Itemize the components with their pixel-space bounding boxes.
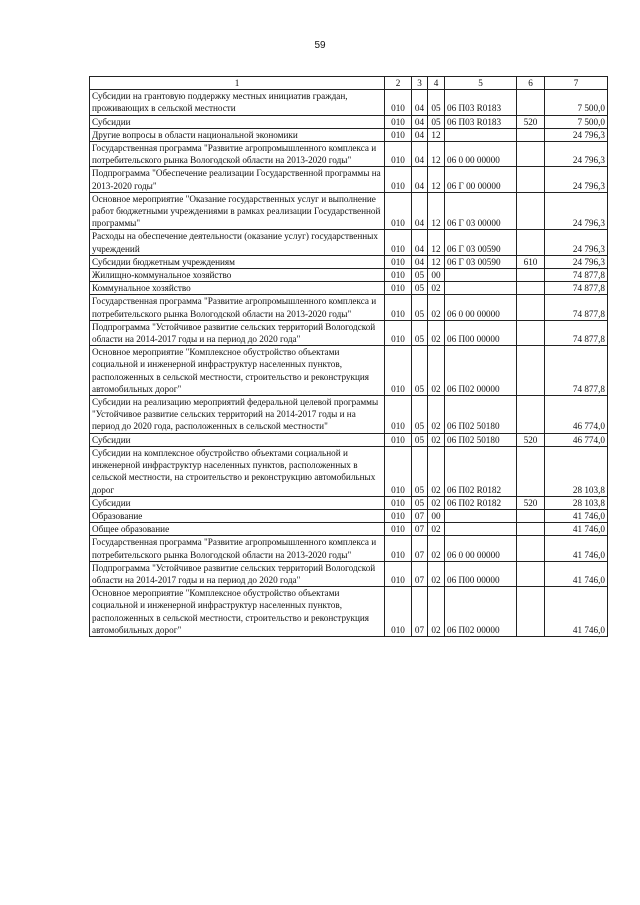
table-row [90, 128, 608, 141]
row-sum: 28 103,8 [545, 496, 608, 509]
row-subsection: 02 [428, 396, 445, 434]
row-section: 05 [412, 295, 428, 320]
header-cell-7: 7 [545, 77, 608, 90]
table-row [90, 561, 608, 586]
row-sum: 24 796,3 [545, 142, 608, 167]
table-row [90, 396, 608, 434]
row-target-article: 06 П00 00000 [445, 561, 517, 586]
row-expense-type [517, 523, 545, 536]
row-grbs: 010 [385, 561, 412, 586]
row-section: 07 [412, 561, 428, 586]
row-section: 04 [412, 167, 428, 192]
row-grbs: 010 [385, 433, 412, 446]
row-section: 04 [412, 192, 428, 230]
row-name: Жилищно-коммунальное хозяйство [90, 269, 385, 282]
row-section: 05 [412, 433, 428, 446]
row-subsection: 02 [428, 536, 445, 561]
row-subsection: 02 [428, 320, 445, 345]
row-subsection: 02 [428, 446, 445, 496]
row-section: 07 [412, 536, 428, 561]
row-grbs: 010 [385, 523, 412, 536]
table-row [90, 346, 608, 396]
header-cell-1: 1 [90, 77, 385, 90]
row-sum: 41 746,0 [545, 536, 608, 561]
row-section: 04 [412, 90, 428, 115]
row-section: 07 [412, 523, 428, 536]
row-subsection: 12 [428, 142, 445, 167]
row-grbs: 010 [385, 282, 412, 295]
row-target-article: 06 П03 R0183 [445, 90, 517, 115]
row-subsection: 02 [428, 496, 445, 509]
row-target-article: 06 Г 03 00590 [445, 230, 517, 255]
row-grbs: 010 [385, 587, 412, 637]
row-sum: 46 774,0 [545, 433, 608, 446]
header-cell-4: 4 [428, 77, 445, 90]
row-sum: 24 796,3 [545, 167, 608, 192]
row-subsection: 02 [428, 587, 445, 637]
row-target-article: 06 П02 R0182 [445, 446, 517, 496]
row-subsection: 05 [428, 90, 445, 115]
table-row [90, 496, 608, 509]
table-row [90, 509, 608, 522]
row-expense-type [517, 295, 545, 320]
row-target-article: 06 Г 03 00000 [445, 192, 517, 230]
row-section: 07 [412, 509, 428, 522]
row-name: Основное мероприятие "Комплексное обустройство объектами социальной и инженерной инфраструктур населенных пунктов, расположенных в сельской местности, строительство и реконструкция автомобильных дорог" [90, 346, 385, 396]
table-row [90, 115, 608, 128]
table-row [90, 536, 608, 561]
header-cell-5: 5 [445, 77, 517, 90]
row-grbs: 010 [385, 115, 412, 128]
row-section: 07 [412, 587, 428, 637]
row-name: Подпрограмма "Устойчивое развитие сельских территорий Вологодской области на 2014-2017 годы и на период до 2020 года" [90, 320, 385, 345]
row-expense-type [517, 446, 545, 496]
row-target-article: 06 0 00 00000 [445, 536, 517, 561]
row-expense-type [517, 269, 545, 282]
row-target-article: 06 0 00 00000 [445, 142, 517, 167]
row-sum: 46 774,0 [545, 396, 608, 434]
row-target-article: 06 П00 00000 [445, 320, 517, 345]
row-section: 04 [412, 230, 428, 255]
header-cell-3: 3 [412, 77, 428, 90]
row-target-article: 06 П02 50180 [445, 433, 517, 446]
row-grbs: 010 [385, 396, 412, 434]
row-name: Образование [90, 509, 385, 522]
row-grbs: 010 [385, 295, 412, 320]
row-grbs: 010 [385, 346, 412, 396]
row-section: 04 [412, 128, 428, 141]
row-expense-type [517, 192, 545, 230]
row-name: Основное мероприятие "Комплексное обустройство объектами социальной и инженерной инфраструктур населенных пунктов, расположенных в сельской местности, строительство и реконструкция автомобильных дорог" [90, 587, 385, 637]
row-name: Государственная программа "Развитие агропромышленного комплекса и потребительского рынка Вологодской области на 2013-2020 годы" [90, 295, 385, 320]
row-subsection: 02 [428, 523, 445, 536]
row-grbs: 010 [385, 128, 412, 141]
row-name: Общее образование [90, 523, 385, 536]
row-grbs: 010 [385, 446, 412, 496]
row-sum: 74 877,8 [545, 320, 608, 345]
table-row [90, 295, 608, 320]
row-expense-type [517, 536, 545, 561]
row-sum: 41 746,0 [545, 561, 608, 586]
row-subsection: 12 [428, 230, 445, 255]
row-grbs: 010 [385, 269, 412, 282]
row-grbs: 010 [385, 496, 412, 509]
row-name: Подпрограмма "Устойчивое развитие сельских территорий Вологодской области на 2014-2017 годы и на период до 2020 года" [90, 561, 385, 586]
table-row [90, 587, 608, 637]
row-sum: 41 746,0 [545, 509, 608, 522]
row-name: Коммунальное хозяйство [90, 282, 385, 295]
row-grbs: 010 [385, 509, 412, 522]
row-sum: 7 500,0 [545, 115, 608, 128]
row-subsection: 12 [428, 255, 445, 268]
row-sum: 74 877,8 [545, 295, 608, 320]
table-row [90, 142, 608, 167]
table-row [90, 167, 608, 192]
row-expense-type [517, 128, 545, 141]
row-sum: 74 877,8 [545, 282, 608, 295]
table-row [90, 320, 608, 345]
table-row [90, 90, 608, 115]
row-section: 04 [412, 255, 428, 268]
table-row [90, 433, 608, 446]
row-target-article: 06 0 00 00000 [445, 295, 517, 320]
row-sum: 41 746,0 [545, 523, 608, 536]
row-expense-type [517, 90, 545, 115]
header-cell-6: 6 [517, 77, 545, 90]
table-row [90, 230, 608, 255]
row-name: Основное мероприятие "Оказание государственных услуг и выполнение работ бюджетными учреждениями в рамках реализации Государственной программы" [90, 192, 385, 230]
row-sum: 74 877,8 [545, 269, 608, 282]
row-grbs: 010 [385, 320, 412, 345]
row-expense-type: 520 [517, 115, 545, 128]
row-sum: 24 796,3 [545, 230, 608, 255]
row-target-article [445, 523, 517, 536]
row-subsection: 02 [428, 561, 445, 586]
row-subsection: 12 [428, 192, 445, 230]
table-body [90, 90, 608, 637]
row-target-article [445, 509, 517, 522]
row-section: 04 [412, 115, 428, 128]
table-row [90, 282, 608, 295]
row-name: Субсидии на комплексное обустройство объектами социальной и инженерной инфраструктур населенных пунктов, расположенных в сельской местности, на строительство и реконструкцию автомобильных дорог [90, 446, 385, 496]
row-sum: 24 796,3 [545, 128, 608, 141]
row-grbs: 010 [385, 142, 412, 167]
row-grbs: 010 [385, 255, 412, 268]
table-row [90, 255, 608, 268]
row-section: 05 [412, 282, 428, 295]
row-expense-type [517, 396, 545, 434]
row-subsection: 12 [428, 128, 445, 141]
row-target-article [445, 282, 517, 295]
row-sum: 74 877,8 [545, 346, 608, 396]
row-sum: 41 746,0 [545, 587, 608, 637]
row-section: 05 [412, 320, 428, 345]
row-subsection: 02 [428, 282, 445, 295]
row-section: 05 [412, 446, 428, 496]
row-grbs: 010 [385, 90, 412, 115]
row-expense-type [517, 282, 545, 295]
row-subsection: 12 [428, 167, 445, 192]
row-expense-type: 520 [517, 433, 545, 446]
row-subsection: 02 [428, 433, 445, 446]
budget-table [89, 76, 608, 637]
row-name: Субсидии [90, 433, 385, 446]
row-subsection: 00 [428, 269, 445, 282]
row-target-article: 06 П02 50180 [445, 396, 517, 434]
row-target-article: 06 П02 R0182 [445, 496, 517, 509]
row-target-article: 06 П02 00000 [445, 587, 517, 637]
row-target-article: 06 Г 03 00590 [445, 255, 517, 268]
row-name: Государственная программа "Развитие агропромышленного комплекса и потребительского рынка Вологодской области на 2013-2020 годы" [90, 536, 385, 561]
table-row [90, 192, 608, 230]
row-subsection: 02 [428, 295, 445, 320]
row-target-article [445, 128, 517, 141]
header-row [90, 77, 608, 90]
row-section: 05 [412, 269, 428, 282]
row-expense-type [517, 230, 545, 255]
row-target-article: 06 П03 R0183 [445, 115, 517, 128]
row-expense-type: 610 [517, 255, 545, 268]
row-subsection: 00 [428, 509, 445, 522]
row-section: 05 [412, 496, 428, 509]
row-section: 05 [412, 396, 428, 434]
row-grbs: 010 [385, 230, 412, 255]
row-target-article: 06 Г 00 00000 [445, 167, 517, 192]
row-expense-type [517, 320, 545, 345]
row-name: Субсидии на реализацию мероприятий федеральной целевой программы "Устойчивое развитие сельских территорий на 2014-2017 годы и на период до 2020 года, расположенных в сельской местности" [90, 396, 385, 434]
row-sum: 7 500,0 [545, 90, 608, 115]
row-section: 05 [412, 346, 428, 396]
table-row [90, 446, 608, 496]
row-expense-type [517, 142, 545, 167]
row-expense-type [517, 587, 545, 637]
row-target-article [445, 269, 517, 282]
row-name: Субсидии бюджетным учреждениям [90, 255, 385, 268]
page-number: 59 [314, 40, 326, 51]
row-target-article: 06 П02 00000 [445, 346, 517, 396]
row-sum: 28 103,8 [545, 446, 608, 496]
row-name: Субсидии [90, 496, 385, 509]
row-expense-type [517, 346, 545, 396]
table-row [90, 523, 608, 536]
row-subsection: 02 [428, 346, 445, 396]
row-expense-type [517, 167, 545, 192]
row-section: 04 [412, 142, 428, 167]
row-expense-type [517, 509, 545, 522]
row-subsection: 05 [428, 115, 445, 128]
row-sum: 24 796,3 [545, 192, 608, 230]
table-row [90, 269, 608, 282]
row-name: Другие вопросы в области национальной экономики [90, 128, 385, 141]
row-expense-type [517, 561, 545, 586]
row-name: Субсидии на грантовую поддержку местных инициатив граждан, проживающих в сельской местности [90, 90, 385, 115]
row-grbs: 010 [385, 192, 412, 230]
row-expense-type: 520 [517, 496, 545, 509]
row-grbs: 010 [385, 536, 412, 561]
row-name: Подпрограмма "Обеспечение реализации Государственной программы на 2013-2020 годы" [90, 167, 385, 192]
row-grbs: 010 [385, 167, 412, 192]
row-name: Государственная программа "Развитие агропромышленного комплекса и потребительского рынка Вологодской области на 2013-2020 годы" [90, 142, 385, 167]
row-name: Расходы на обеспечение деятельности (оказание услуг) государственных учреждений [90, 230, 385, 255]
row-sum: 24 796,3 [545, 255, 608, 268]
header-cell-2: 2 [385, 77, 412, 90]
row-name: Субсидии [90, 115, 385, 128]
